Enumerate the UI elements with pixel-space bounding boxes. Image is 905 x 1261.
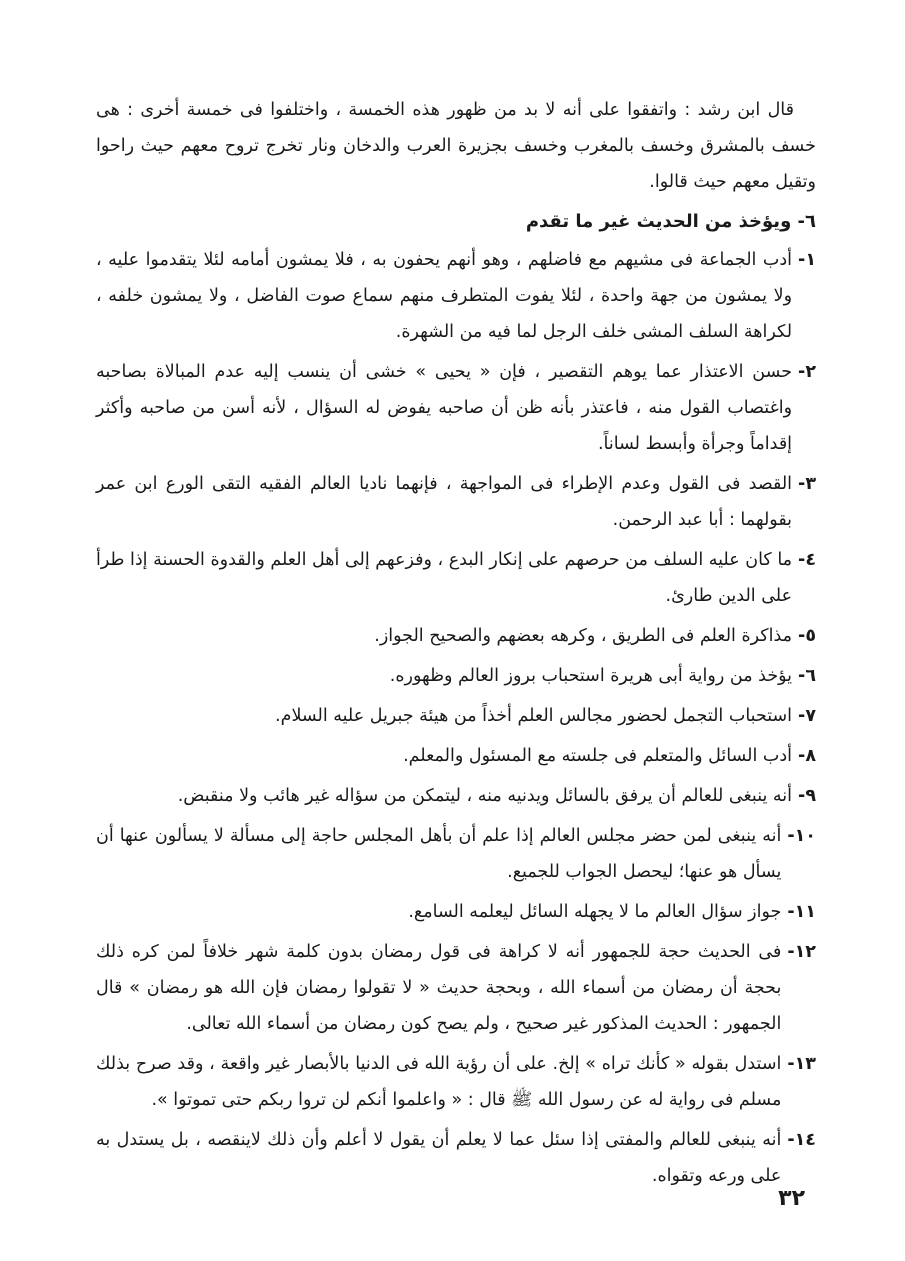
item-number: ١٢-: [787, 942, 816, 962]
item-number: ١١-: [787, 902, 816, 922]
benefits-list: [96, 242, 816, 1194]
item-text: جواز سؤال العالم ما لا يجهله السائل ليعلمه السامع.: [408, 902, 782, 922]
item-number: ٧-: [798, 706, 816, 726]
list-item: [96, 242, 816, 350]
item-number: ١٠-: [787, 826, 816, 846]
item-number: ٦-: [798, 666, 816, 686]
document-page: [96, 92, 816, 1198]
item-number: ٢-: [798, 362, 816, 382]
section-heading: ٦- ويؤخذ من الحديث غير ما تقدم: [525, 211, 816, 232]
page-number: ٣٢: [778, 1186, 805, 1211]
item-text: أدب الجماعة فى مشيهم مع فاضلهم ، وهو أنهم يحفون به ، فلا يمشون أمامه لئلا يتقدموا عليه ، ولا يمشون من جهة واحدة ، لئلا يفوت المتطرف منهم سماع صوت الفاضل ، ولا يمشون خلفه ، لكراهة السلف المشى خلف الرجل لما فيه من الشهرة.: [96, 250, 793, 342]
item-number: ٥-: [798, 626, 816, 646]
item-text: أنه ينبغى للعالم والمفتى إذا سئل عما لا يعلم أن يقول لا أعلم وأن ذلك لاينقصه ، بل يستدل به على ورعه وتقواه.: [96, 1130, 782, 1186]
item-text: حسن الاعتذار عما يوهم التقصير ، فإن « يحيى » خشى أن ينسب إليه عدم المبالاة بصاحبه واغتصاب القول منه ، فاعتذر بأنه ظن أن صاحبه يفوض له السؤال ، لأنه أسن من صاحبه وأكثر إقداماً وجرأة وأبسط لساناً.: [96, 362, 793, 454]
item-number: ٨-: [798, 746, 816, 766]
list-item: [96, 658, 816, 694]
list-item: [96, 542, 816, 614]
list-item: [96, 1122, 816, 1194]
item-text: مذاكرة العلم فى الطريق ، وكرهه بعضهم والصحيح الجواز.: [374, 626, 793, 646]
item-text: ما كان عليه السلف من حرصهم على إنكار البدع ، وفزعهم إلى أهل العلم والقدوة الحسنة إذا طرأ على الدين طارئ.: [96, 550, 793, 606]
item-number: ١٤-: [787, 1130, 816, 1150]
item-text: أنه ينبغى لمن حضر مجلس العالم إذا علم أن بأهل المجلس حاجة إلى مسألة لا يسألون عنها أن يسأل هو عنها؛ ليحصل الجواب للجميع.: [96, 826, 782, 882]
item-text: أدب السائل والمتعلم فى جلسته مع المسئول والمعلم.: [403, 746, 793, 766]
item-number: ٩-: [798, 786, 816, 806]
list-item: [96, 466, 816, 538]
item-text: أنه ينبغى للعالم أن يرفق بالسائل ويدنيه منه ، ليتمكن من سؤاله غير هائب ولا منقبض.: [177, 786, 793, 806]
item-number: ٣-: [798, 474, 816, 494]
item-text: استدل بقوله « كأنك تراه » إلخ. على أن رؤية الله فى الدنيا بالأبصار غير واقعة ، وقد صرح بذلك مسلم فى رواية له عن رسول الله ﷺ قال : « واعلموا أنكم لن تروا ربكم حتى تموتوا ».: [96, 1054, 782, 1110]
intro-paragraph: قال ابن رشد : واتفقوا على أنه لا بد من ظهور هذه الخمسة ، واختلفوا فى خمسة أخرى : هى خسف بالمشرق وخسف بالمغرب وخسف بجزيرة العرب والدخان ونار تخرج تروح معهم حيث راحوا وتقيل معهم حيث قالوا.: [96, 100, 816, 192]
list-item: [96, 618, 816, 654]
item-text: فى الحديث حجة للجمهور أنه لا كراهة فى قول رمضان بدون كلمة شهر خلافاً لمن كره ذلك بحجة أن رمضان من أسماء الله ، وبحجة حديث « لا تقولوا رمضان فإن الله هو رمضان » قال الجمهور : الحديث المذكور غير صحيح ، ولم يصح كون رمضان من أسماء الله تعالى.: [96, 942, 782, 1034]
list-item: [96, 934, 816, 1042]
list-item: [96, 818, 816, 890]
item-text: القصد فى القول وعدم الإطراء فى المواجهة ، فإنهما ناديا العالم الفقيه التقى الورع ابن عمر بقولهما : أبا عبد الرحمن.: [96, 474, 793, 530]
list-item: [96, 1046, 816, 1118]
item-text: يؤخذ من رواية أبى هريرة استحباب بروز العالم وظهوره.: [389, 666, 793, 686]
item-number: ٤-: [798, 550, 816, 570]
list-item: [96, 738, 816, 774]
list-item: [96, 894, 816, 930]
item-number: ١٣-: [787, 1054, 816, 1074]
item-text: استحباب التجمل لحضور مجالس العلم أخذاً من هيئة جبريل عليه السلام.: [275, 706, 793, 726]
list-item: [96, 354, 816, 462]
list-item: [96, 778, 816, 814]
list-item: [96, 698, 816, 734]
item-number: ١-: [798, 250, 816, 270]
